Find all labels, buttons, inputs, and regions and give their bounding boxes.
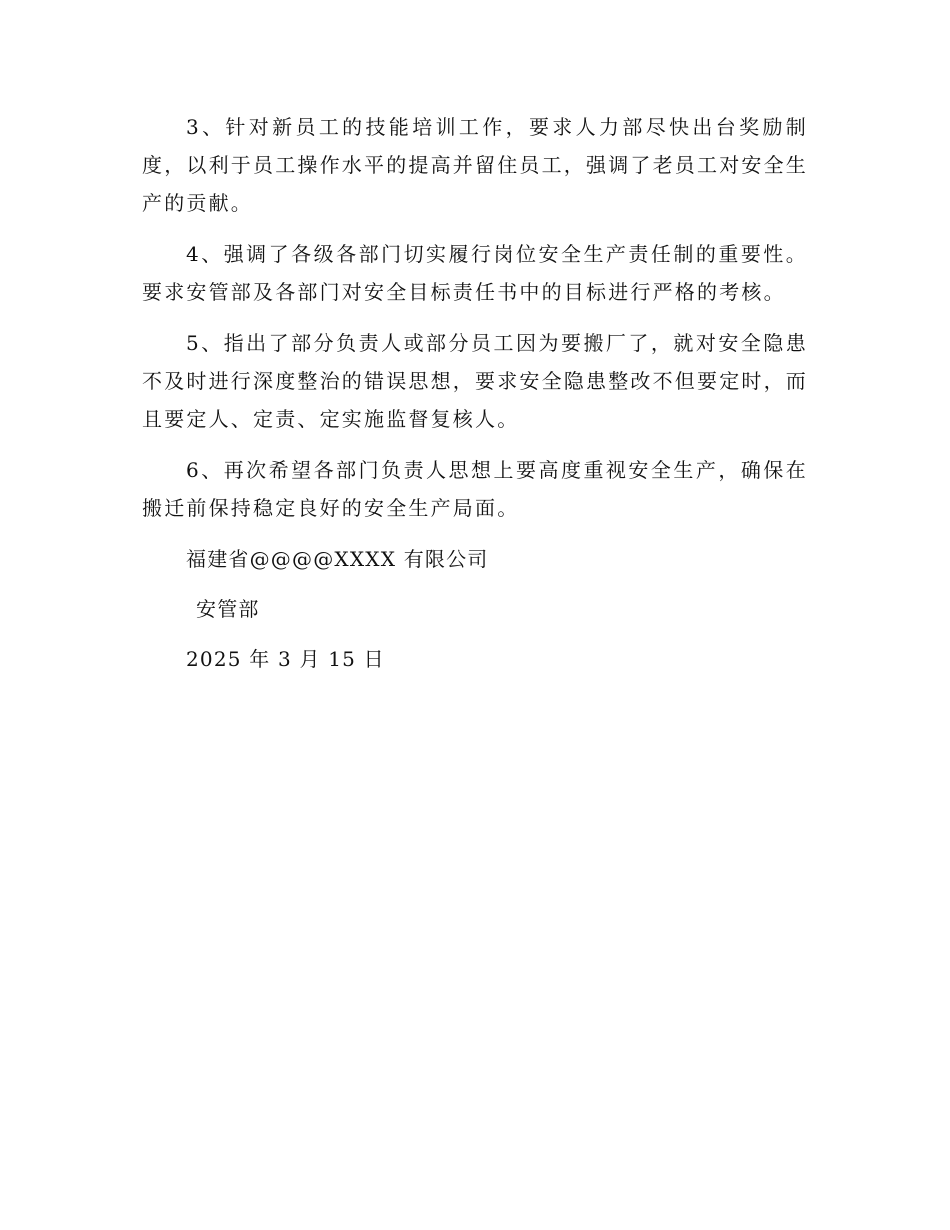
signature-department: 安管部 xyxy=(196,597,260,621)
paragraph-6: 6、再次希望各部门负责人思想上要高度重视安全生产，确保在搬迁前保持稳定良好的安全生产局面。 xyxy=(142,458,808,520)
paragraph-3: 3、针对新员工的技能培训工作，要求人力部尽快出台奖励制度，以利于员工操作水平的提高并留住员工，强调了老员工对安全生产的贡献。 xyxy=(142,115,808,215)
paragraph-5: 5、指出了部分负责人或部分员工因为要搬厂了，就对安全隐患不及时进行深度整治的错误思想，要求安全隐患整改不但要定时，而且要定人、定责、定实施监督复核人。 xyxy=(142,331,808,431)
signature-date: 2025 年 3 月 15 日 xyxy=(186,647,385,671)
signature-company: 福建省@@@@XXXX 有限公司 xyxy=(186,547,489,571)
paragraph-4: 4、强调了各级各部门切实履行岗位安全生产责任制的重要性。要求安管部及各部门对安全目标责任书中的目标进行严格的考核。 xyxy=(142,242,808,304)
document-body xyxy=(142,108,808,690)
